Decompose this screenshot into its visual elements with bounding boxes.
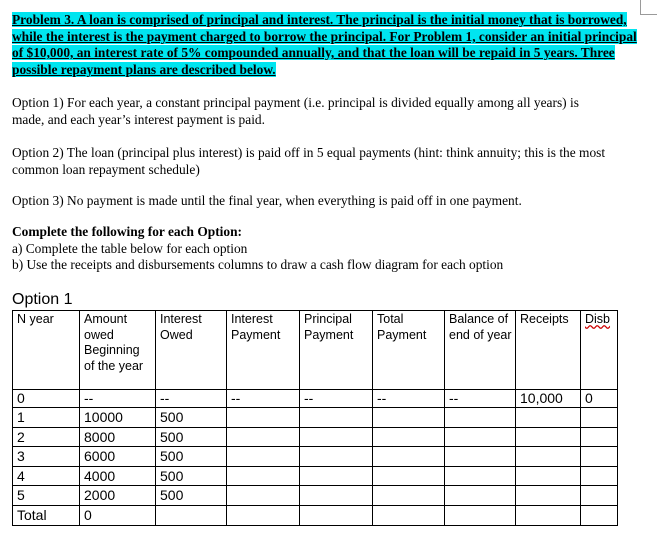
- cell-total-interest-payment[interactable]: [227, 505, 300, 525]
- cell-amount-owed: --: [80, 390, 156, 408]
- table-row: [13, 486, 618, 506]
- cell-total-payment[interactable]: [373, 447, 445, 467]
- instructions-heading: Complete the following for each Option:: [12, 224, 242, 239]
- cell-total-payment[interactable]: [373, 486, 445, 506]
- option-1-table: [12, 310, 618, 526]
- cell-receipts: 10,000: [516, 390, 581, 408]
- cell-total-receipts[interactable]: [516, 505, 581, 525]
- header-interest-owed: Interest Owed: [156, 311, 227, 390]
- cell-disb[interactable]: [581, 408, 618, 428]
- cell-principal-payment[interactable]: [300, 447, 373, 467]
- cell-interest-payment[interactable]: [227, 466, 300, 486]
- cell-interest-payment[interactable]: [227, 427, 300, 447]
- cell-interest-owed: 500: [156, 486, 227, 506]
- cell-interest-owed: 500: [156, 427, 227, 447]
- option-2-description: Option 2) The loan (principal plus interest) is paid off in 5 equal payments (hint: think annuity; this is the most common loan repayment schedule): [12, 145, 606, 177]
- cell-total-principal-payment[interactable]: [300, 505, 373, 525]
- cell-receipts[interactable]: [516, 427, 581, 447]
- cell-principal-payment[interactable]: [300, 486, 373, 506]
- cell-principal-payment[interactable]: [300, 427, 373, 447]
- cell-disb: 0: [581, 390, 618, 408]
- cell-total-label: Total: [13, 505, 80, 525]
- cell-principal-payment[interactable]: [300, 466, 373, 486]
- header-n-year: N year: [13, 311, 80, 390]
- cell-year: 5: [13, 486, 80, 506]
- header-receipts: Receipts: [516, 311, 581, 390]
- cell-total-payment[interactable]: [373, 466, 445, 486]
- cell-receipts[interactable]: [516, 447, 581, 467]
- cell-interest-owed: 500: [156, 408, 227, 428]
- cell-receipts[interactable]: [516, 408, 581, 428]
- cell-interest-payment: --: [227, 390, 300, 408]
- cell-year: 2: [13, 427, 80, 447]
- header-amount-owed: Amount owed Beginning of the year: [80, 311, 156, 390]
- cell-disb[interactable]: [581, 447, 618, 467]
- cell-amount-owed: 8000: [80, 427, 156, 447]
- header-disb-label: Disb: [585, 312, 611, 326]
- cell-disb[interactable]: [581, 466, 618, 486]
- cell-interest-owed: 500: [156, 466, 227, 486]
- table-row: [13, 427, 618, 447]
- cell-receipts[interactable]: [516, 466, 581, 486]
- cell-year: 4: [13, 466, 80, 486]
- table-row: [13, 408, 618, 428]
- cell-year: 1: [13, 408, 80, 428]
- cell-total-payment[interactable]: [373, 427, 445, 447]
- cell-disb[interactable]: [581, 486, 618, 506]
- cell-total-total-payment[interactable]: [373, 505, 445, 525]
- instruction-a: a) Complete the table below for each option: [12, 240, 248, 256]
- cell-balance: --: [445, 390, 516, 408]
- cell-total-payment: --: [373, 390, 445, 408]
- table-row-total: [13, 505, 618, 525]
- cell-interest-owed: 500: [156, 447, 227, 467]
- table-title: Option 1: [12, 291, 73, 308]
- cell-balance[interactable]: [445, 408, 516, 428]
- cell-interest-payment[interactable]: [227, 486, 300, 506]
- cell-year: 3: [13, 447, 80, 467]
- cell-interest-owed: --: [156, 390, 227, 408]
- cell-amount-owed: 10000: [80, 408, 156, 428]
- option-1-description: Option 1) For each year, a constant principal payment (i.e. principal is divided equally among all years) is made, and each year’s interest payment is paid.: [12, 95, 579, 127]
- header-row: [13, 311, 618, 390]
- cell-total-disb[interactable]: [581, 505, 618, 525]
- table-row: [13, 447, 618, 467]
- header-total-payment: Total Payment: [373, 311, 445, 390]
- page-corner-mark: [640, 0, 657, 15]
- cell-principal-payment: --: [300, 390, 373, 408]
- cell-disb[interactable]: [581, 427, 618, 447]
- table-row: [13, 466, 618, 486]
- cell-interest-payment[interactable]: [227, 447, 300, 467]
- cell-balance[interactable]: [445, 427, 516, 447]
- header-balance: Balance of end of year: [445, 311, 516, 390]
- cell-balance[interactable]: [445, 447, 516, 467]
- cell-total-amount-owed: 0: [80, 505, 156, 525]
- cell-balance[interactable]: [445, 466, 516, 486]
- cell-total-payment[interactable]: [373, 408, 445, 428]
- header-disb: [581, 311, 618, 390]
- cell-receipts[interactable]: [516, 486, 581, 506]
- cell-amount-owed: 4000: [80, 466, 156, 486]
- cell-total-interest-owed[interactable]: [156, 505, 227, 525]
- header-principal-payment: Principal Payment: [300, 311, 373, 390]
- cell-total-balance[interactable]: [445, 505, 516, 525]
- header-interest-payment: Interest Payment: [227, 311, 300, 390]
- instructions-block: [12, 224, 612, 274]
- cell-balance[interactable]: [445, 486, 516, 506]
- cell-interest-payment[interactable]: [227, 408, 300, 428]
- cell-amount-owed: 2000: [80, 486, 156, 506]
- cell-principal-payment[interactable]: [300, 408, 373, 428]
- cell-year: 0: [13, 390, 80, 408]
- option-3-description: Option 3) No payment is made until the final year, when everything is paid off in one payment.: [12, 193, 522, 208]
- problem-statement: Problem 3. A loan is comprised of principal and interest. The principal is the initial money that is borrowed, while the interest is the payment charged to borrow the principal. For Problem 1, consider an initial principal of $10,000, an interest rate of 5% compounded annually, and that the loan will be repaid in 5 years. Three possible repayment plans are described below.: [12, 12, 637, 77]
- table-row: [13, 390, 618, 408]
- instruction-b: b) Use the receipts and disbursements columns to draw a cash flow diagram for each option: [12, 257, 504, 272]
- cell-amount-owed: 6000: [80, 447, 156, 467]
